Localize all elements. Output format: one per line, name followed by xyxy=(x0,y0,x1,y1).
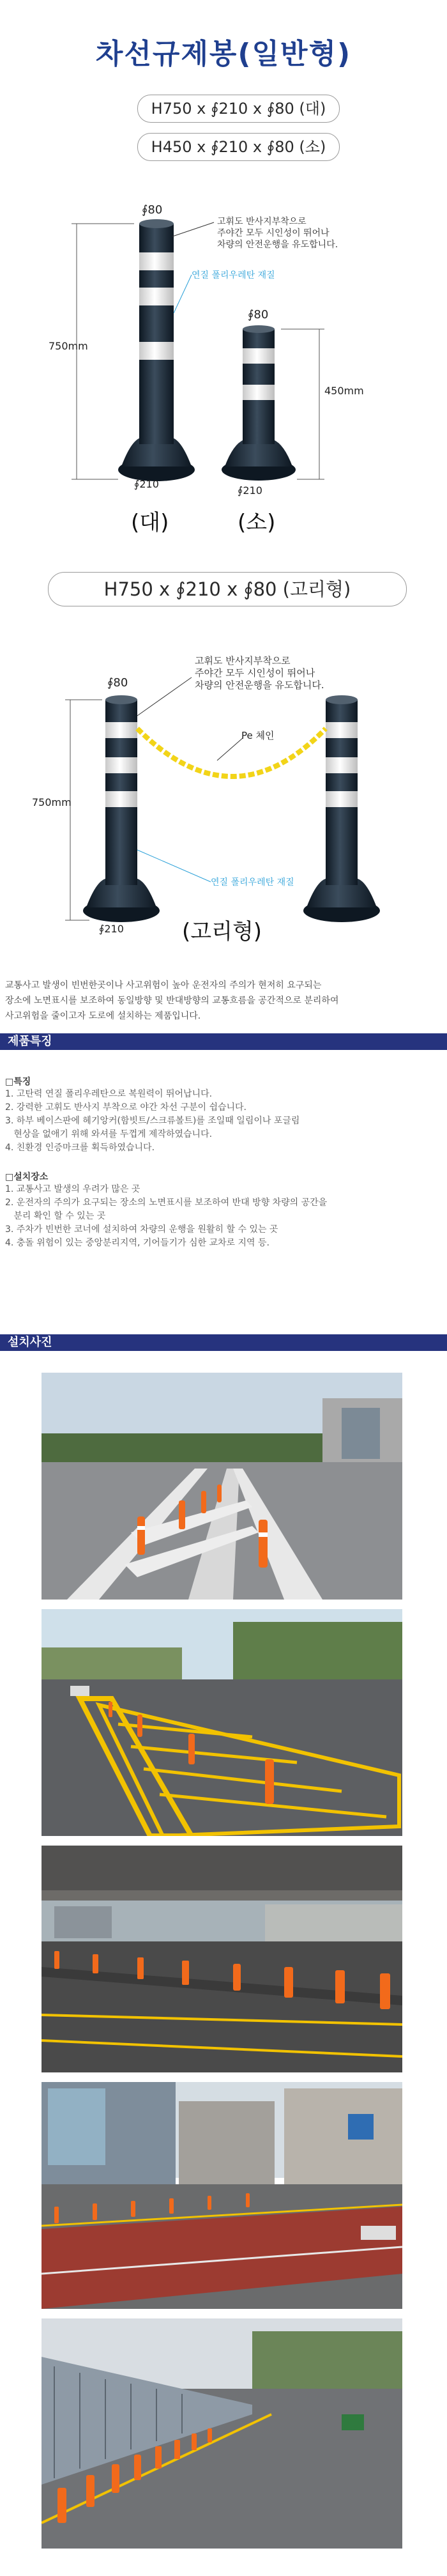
caption-large: (대) xyxy=(131,510,169,536)
spec-small: H450 x ∮210 x ∮80 (소) xyxy=(137,133,340,161)
height-chain-label: 750mm xyxy=(32,796,72,808)
install-photo-1 xyxy=(42,1373,402,1600)
caption-chain: (고리형) xyxy=(182,919,262,945)
chain-material-label: 연질 폴리우레탄 재질 xyxy=(211,877,294,888)
pe-chain xyxy=(137,729,326,776)
location-item: 3. 주차가 빈번한 코너에 설치하여 차량의 운행을 원활히 할 수 있는 곳 xyxy=(5,1224,278,1235)
section-photos xyxy=(0,1334,447,1351)
page-title: 차선규제봉(일반형) xyxy=(95,38,352,70)
section-features-title: 제품특징 xyxy=(8,1035,52,1048)
dia-top-chain-label: ∮80 xyxy=(107,676,128,690)
feature-item: 현상을 없애기 위해 와셔를 두껍게 제작하였습니다. xyxy=(5,1129,213,1139)
intro-paragraph: 교통사고 발생이 빈번한곳이나 사고위험이 높아 운전자의 주의가 현저히 요구되는 장소에 노면표시를 보조하여 동일방향 및 반대방향의 교통흐름을 공간적으로 분리하여 사고위험을 줄이고자 도로에 설치하는 제품입니다. xyxy=(5,980,339,1021)
pe-chain-label: Pe 체인 xyxy=(241,730,275,741)
dia-top-small-label: ∮80 xyxy=(248,308,269,321)
feature-item: 1. 고탄력 연질 폴리우레탄으로 복원력이 뛰어납니다. xyxy=(5,1089,213,1099)
feature-item: 4. 친환경 인증마크를 획득하였습니다. xyxy=(5,1143,155,1153)
section-features xyxy=(0,1033,447,1050)
small-bollard xyxy=(222,325,296,481)
install-photo-2 xyxy=(42,1609,402,1836)
location-item: 4. 충돌 위험이 있는 중앙분리지역, 기어들기가 심한 교차로 지역 등. xyxy=(5,1238,269,1248)
dia-top-large-label: ∮80 xyxy=(142,203,163,217)
height-large-label: 750mm xyxy=(49,340,88,352)
feature-item: 2. 강력한 고휘도 반사지 부착으로 야간 차선 구분이 쉽습니다. xyxy=(5,1102,246,1113)
chain-bollard-left xyxy=(83,695,160,922)
location-item: 1. 교통사고 발생의 우려가 많은 곳 xyxy=(5,1184,140,1194)
location-item: 2. 운전자의 주의가 요구되는 장소의 노면표시를 보조하여 반대 방향 차량의 공간을 xyxy=(5,1198,328,1208)
install-photo-5 xyxy=(42,2318,402,2549)
feature-heading: □특징 xyxy=(5,1077,31,1087)
features-block xyxy=(5,1075,442,1250)
section-photos-title: 설치사진 xyxy=(8,1336,52,1349)
caption-small: (소) xyxy=(238,510,276,536)
height-small-label: 450mm xyxy=(324,385,364,397)
install-photo-4 xyxy=(42,2082,402,2309)
chain-bollard-right xyxy=(303,695,380,922)
reflective-note: 고휘도 반사지부착으로 주야간 모두 시인성이 뛰어나 차량의 안전운행을 유도합니다. xyxy=(217,217,338,250)
location-item: 분리 확인 할 수 있는 곳 xyxy=(5,1211,106,1221)
install-photo-3 xyxy=(42,1846,402,2072)
material-label: 연질 폴리우레탄 재질 xyxy=(192,270,275,281)
spec-large: H750 x ∮210 x ∮80 (대) xyxy=(137,95,340,123)
feature-item: 3. 하부 베이스판에 헤기앙커(함빗트/스크류볼트)를 조일때 일림이나 포글림 xyxy=(5,1116,300,1126)
large-bollard xyxy=(118,219,195,481)
spec-chain: H750 x ∮210 x ∮80 (고리형) xyxy=(48,572,407,606)
base-chain-label: ∮210 xyxy=(99,923,124,935)
base-large-label: ∮210 xyxy=(134,478,159,490)
chain-reflective-note: 고휘도 반사지부착으로 주야간 모두 시인성이 뛰어나 차량의 안전운행을 유도합니다. xyxy=(195,655,324,691)
location-heading: □설치장소 xyxy=(5,1172,49,1182)
base-small-label: ∮210 xyxy=(238,484,262,497)
